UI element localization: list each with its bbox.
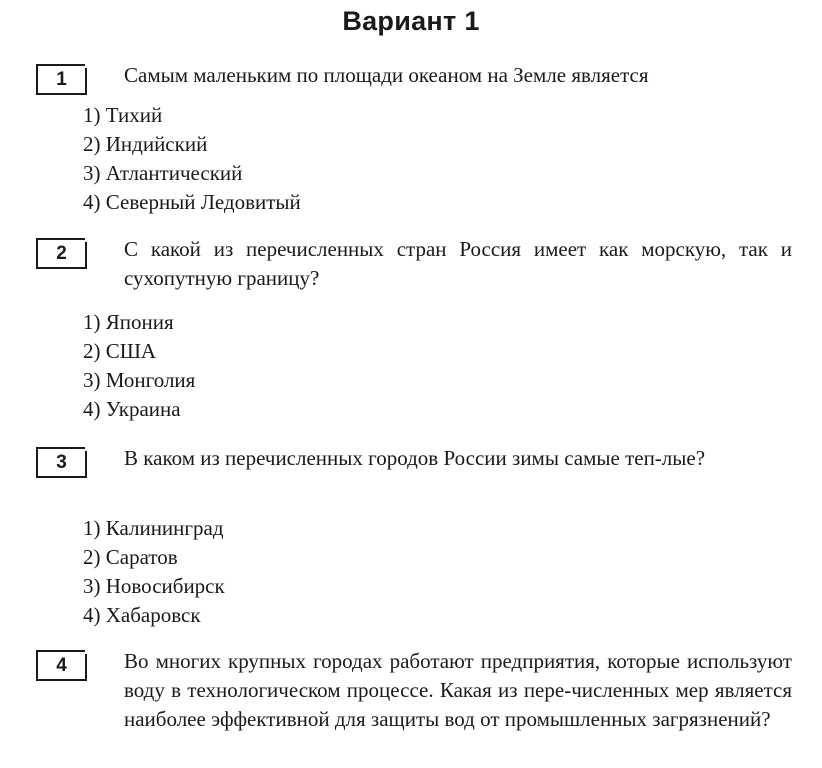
task-question: Во многих крупных городах работают предприятия, которые используют воду в технологическом процессе. Какая из пере-численных мер является наиболее эффективной для защиты вод от промышленных загрязнений? — [124, 649, 792, 731]
task-question: Самым маленьким по площади океаном на Земле является — [124, 63, 649, 87]
answer-list — [83, 514, 225, 630]
answer-option: 4) Украина — [83, 397, 181, 421]
answer-option: 3) Новосибирск — [83, 574, 225, 598]
answer-option: 3) Монголия — [83, 368, 196, 392]
task-question: С какой из перечисленных стран Россия имеет как морскую, так и сухопутную границу? — [124, 237, 792, 290]
answer-option: 4) Хабаровск — [83, 603, 201, 627]
answer-option: 1) Япония — [83, 310, 174, 334]
task-number-box: 2 — [36, 238, 87, 269]
page-title: Вариант 1 — [342, 6, 480, 36]
answer-list — [83, 308, 195, 424]
task-number-box: 4 — [36, 650, 87, 681]
answer-option: 2) Саратов — [83, 545, 178, 569]
answer-option: 1) Тихий — [83, 103, 163, 127]
answer-option: 2) Индийский — [83, 132, 208, 156]
task-question: В каком из перечисленных городов России зимы самые теп-лые? — [124, 446, 706, 470]
answer-option: 3) Атлантический — [83, 161, 243, 185]
answer-option: 1) Калининград — [83, 516, 224, 540]
answer-option: 4) Северный Ледовитый — [83, 190, 301, 214]
task-number-box: 3 — [36, 447, 87, 478]
answer-option: 2) США — [83, 339, 157, 363]
answer-list — [83, 101, 301, 217]
task-number-box: 1 — [36, 64, 87, 95]
